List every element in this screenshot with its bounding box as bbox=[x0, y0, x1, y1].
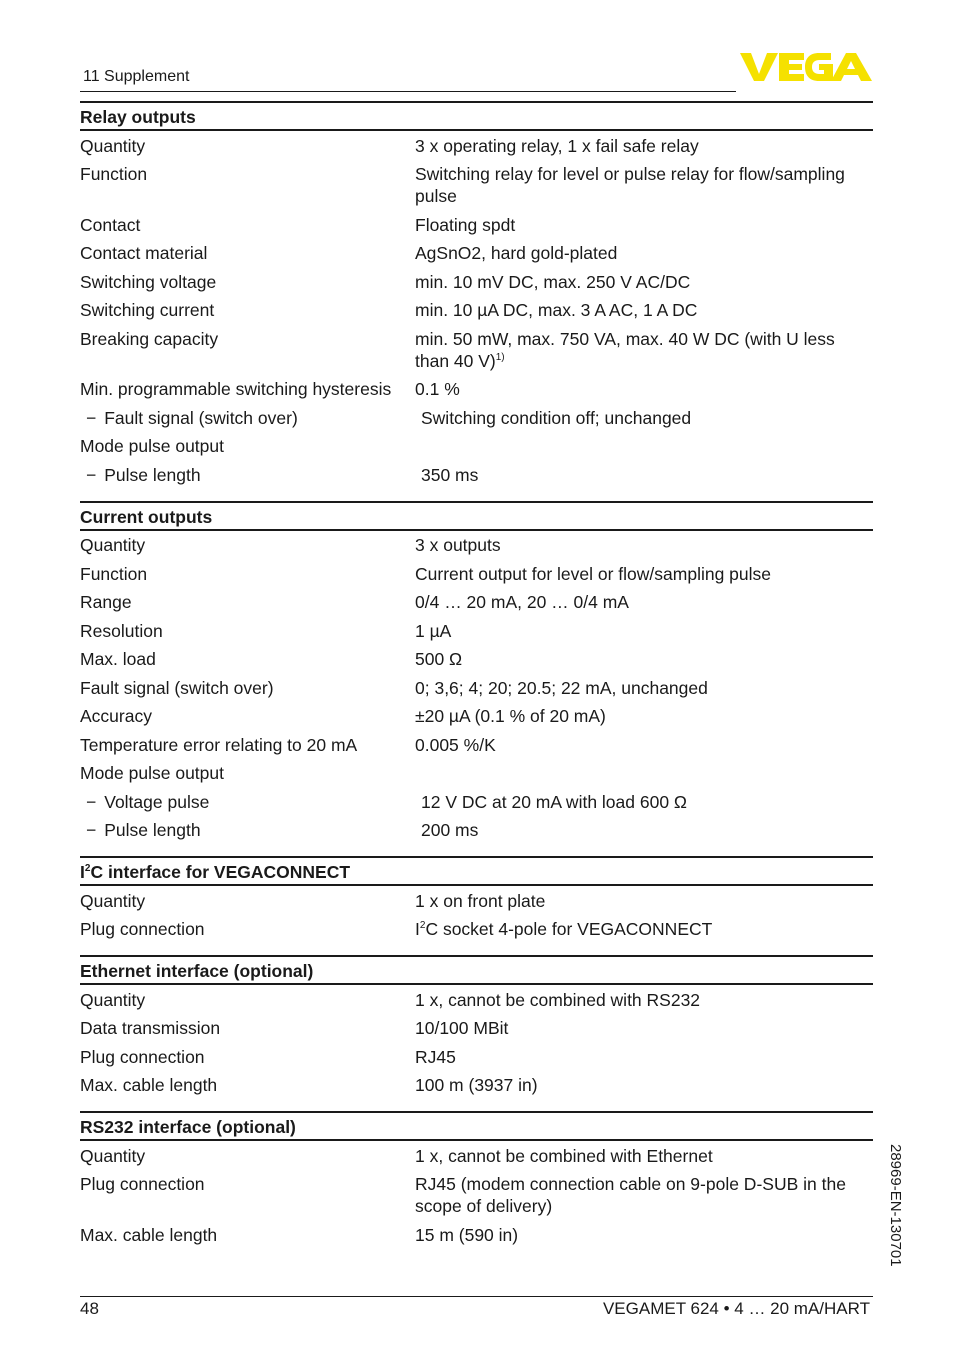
spec-row bbox=[80, 588, 873, 617]
spec-row bbox=[80, 324, 873, 375]
page-header-section: 11 Supplement bbox=[83, 68, 190, 85]
spec-row bbox=[80, 1170, 873, 1221]
spec-row bbox=[80, 239, 873, 268]
vega-logo bbox=[740, 50, 872, 84]
spec-value: RJ45 (modem connection cable on 9-pole D-SUB in the scope of delivery) bbox=[415, 1174, 846, 1216]
spec-value: 3 x outputs bbox=[415, 535, 501, 555]
spec-value: 1 µA bbox=[415, 620, 452, 641]
spec-value: 1 x, cannot be combined with Ethernet bbox=[415, 1145, 713, 1166]
spec-value: 1 x on front plate bbox=[415, 890, 546, 911]
spec-value: 350 ms bbox=[421, 464, 479, 485]
spec-section bbox=[80, 856, 873, 943]
spec-label: Quantity bbox=[80, 135, 146, 156]
spec-value: 0; 3,6; 4; 20; 20.5; 22 mA, unchanged bbox=[415, 677, 708, 698]
spec-row bbox=[80, 915, 873, 944]
spec-row bbox=[80, 267, 873, 296]
spec-row bbox=[80, 730, 873, 759]
spec-label: Accuracy bbox=[80, 706, 152, 726]
page-number: 48 bbox=[80, 1299, 99, 1318]
spec-label: Resolution bbox=[80, 620, 163, 641]
spec-value: 0.005 %/K bbox=[415, 734, 496, 755]
spec-value: ±20 µA (0.1 % of 20 mA) bbox=[415, 706, 606, 726]
spec-value: min. 10 mV DC, max. 250 V AC/DC bbox=[415, 271, 691, 292]
spec-label: Breaking capacity bbox=[80, 328, 219, 349]
spec-value: 100 m (3937 in) bbox=[415, 1075, 538, 1095]
footnote-marker: 1) bbox=[495, 351, 505, 363]
spec-label: Plug connection bbox=[80, 1046, 205, 1067]
spec-label: Function bbox=[80, 563, 148, 584]
spec-label: Quantity bbox=[80, 535, 146, 555]
spec-row bbox=[80, 886, 873, 915]
spec-row bbox=[80, 460, 873, 489]
spec-row bbox=[80, 787, 873, 816]
spec-value bbox=[415, 762, 873, 784]
spec-row bbox=[80, 759, 873, 788]
spec-label: Switching voltage bbox=[80, 271, 217, 292]
spec-value: $I^2C$ socket 4-pole for VEGACONNECT bbox=[415, 919, 713, 939]
spec-label: − Pulse length bbox=[80, 819, 421, 841]
spec-row bbox=[80, 1014, 873, 1043]
spec-row bbox=[80, 1042, 873, 1071]
spec-label: Contact bbox=[80, 214, 141, 235]
spec-label: Min. programmable switching hysteresis bbox=[80, 379, 392, 399]
spec-label: Range bbox=[80, 592, 132, 612]
spec-label: Fault signal (switch over) bbox=[80, 677, 274, 698]
spec-label: Quantity bbox=[80, 989, 146, 1010]
spec-row bbox=[80, 403, 873, 432]
spec-value bbox=[415, 435, 873, 457]
spec-row bbox=[80, 160, 873, 211]
section-title: RS232 interface (optional) bbox=[80, 1113, 873, 1141]
spec-label: Function bbox=[80, 164, 148, 184]
spec-value: AgSnO2, hard gold-plated bbox=[415, 243, 618, 263]
footer-product-title: VEGAMET 624 • 4 … 20 mA/HART bbox=[602, 1299, 870, 1318]
spec-row bbox=[80, 296, 873, 325]
spec-row bbox=[80, 210, 873, 239]
footer-rule bbox=[80, 1296, 873, 1297]
spec-value: 200 ms bbox=[421, 820, 479, 840]
spec-content bbox=[80, 101, 873, 1261]
document-code: 28969-EN-130701 bbox=[887, 1144, 904, 1267]
spec-value: min. 50 mW, max. 750 VA, max. 40 W DC (with U less than 40 V)$^{1)}$ bbox=[415, 328, 835, 371]
spec-value: 10/100 MBit bbox=[415, 1018, 509, 1038]
spec-label: Contact material bbox=[80, 243, 208, 263]
spec-section bbox=[80, 101, 873, 489]
spec-label: Temperature error relating to 20 mA bbox=[80, 734, 358, 755]
spec-row bbox=[80, 645, 873, 674]
spec-row bbox=[80, 702, 873, 731]
spec-label: Max. cable length bbox=[80, 1075, 218, 1095]
spec-value: Floating spdt bbox=[415, 214, 516, 235]
spec-label: Mode pulse output bbox=[80, 436, 224, 456]
spec-label: Plug connection bbox=[80, 919, 205, 939]
spec-row bbox=[80, 531, 873, 560]
spec-label: Quantity bbox=[80, 1145, 146, 1166]
spec-value: Switching condition off; unchanged bbox=[421, 407, 692, 428]
spec-value: 0/4 … 20 mA, 20 … 0/4 mA bbox=[415, 592, 629, 612]
spec-value: 1 x, cannot be combined with RS232 bbox=[415, 989, 701, 1010]
spec-row bbox=[80, 616, 873, 645]
spec-value: 3 x operating relay, 1 x fail safe relay bbox=[415, 135, 699, 156]
section-title: Ethernet interface (optional) bbox=[80, 957, 873, 985]
spec-value: 15 m (590 in) bbox=[415, 1224, 519, 1245]
spec-label: Max. load bbox=[80, 649, 156, 669]
spec-value: 12 V DC at 20 mA with load 600 Ω bbox=[421, 791, 688, 812]
spec-row bbox=[80, 1141, 873, 1170]
spec-row bbox=[80, 673, 873, 702]
spec-section bbox=[80, 955, 873, 1099]
spec-label: Max. cable length bbox=[80, 1224, 218, 1245]
spec-label: Mode pulse output bbox=[80, 763, 224, 783]
spec-row bbox=[80, 131, 873, 160]
spec-label: − Pulse length bbox=[80, 464, 421, 486]
spec-value: 0.1 % bbox=[415, 379, 460, 399]
spec-label: Quantity bbox=[80, 890, 146, 911]
spec-section bbox=[80, 501, 873, 845]
spec-label: − Fault signal (switch over) bbox=[80, 407, 421, 429]
spec-label: Plug connection bbox=[80, 1174, 205, 1194]
spec-row bbox=[80, 1220, 873, 1249]
header-rule bbox=[80, 91, 736, 92]
spec-row bbox=[80, 816, 873, 845]
spec-row bbox=[80, 985, 873, 1014]
spec-label: Data transmission bbox=[80, 1018, 221, 1038]
spec-value: min. 10 µA DC, max. 3 A AC, 1 A DC bbox=[415, 300, 698, 320]
spec-row bbox=[80, 1071, 873, 1100]
spec-value: Current output for level or flow/sampling pulse bbox=[415, 563, 772, 584]
spec-row bbox=[80, 559, 873, 588]
section-title: Current outputs bbox=[80, 503, 873, 531]
spec-row bbox=[80, 375, 873, 404]
spec-label: Switching current bbox=[80, 300, 215, 320]
spec-label: − Voltage pulse bbox=[80, 791, 421, 813]
spec-section bbox=[80, 1111, 873, 1249]
spec-row bbox=[80, 432, 873, 461]
spec-value: Switching relay for level or pulse relay for flow/sampling pulse bbox=[415, 164, 845, 206]
spec-value: 500 Ω bbox=[415, 649, 463, 669]
section-title: Relay outputs bbox=[80, 103, 873, 131]
section-title: $I^2C$ interface for VEGACONNECT bbox=[80, 858, 873, 886]
spec-value: RJ45 bbox=[415, 1046, 456, 1067]
